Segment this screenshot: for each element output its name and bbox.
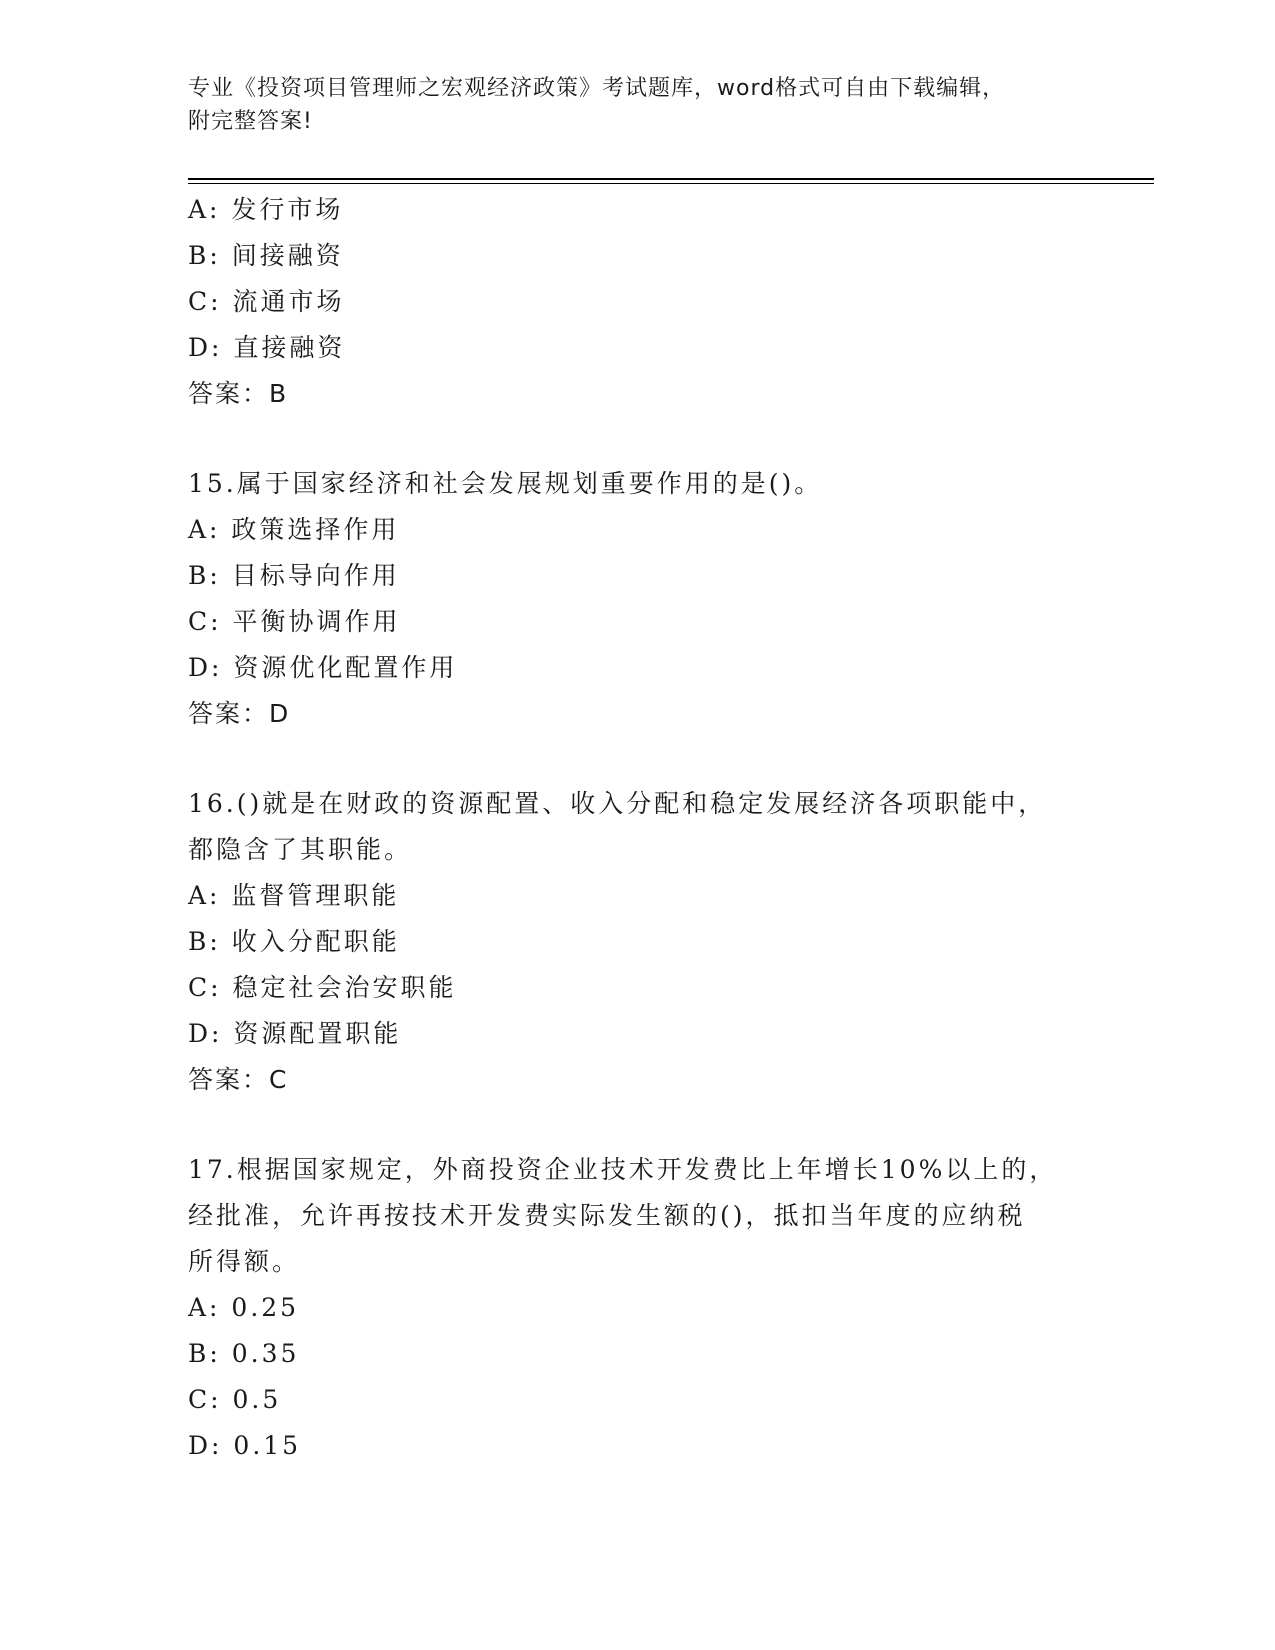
option-b: B: 收入分配职能 [188, 927, 400, 956]
option-d: D: 0.15 [188, 1431, 302, 1460]
option-d: D: 直接融资 [188, 333, 346, 362]
option-c: C: 0.5 [188, 1385, 282, 1414]
option-c: C: 流通市场 [188, 287, 345, 316]
question-15 [188, 461, 1088, 737]
question-16 [188, 781, 1088, 1103]
question-17 [188, 1147, 1088, 1469]
option-b: B: 目标导向作用 [188, 561, 400, 590]
question-text-line: 都隐含了其职能。 [188, 835, 413, 864]
option-c: C: 平衡协调作用 [188, 607, 401, 636]
question-text-line: 所得额。 [188, 1247, 301, 1276]
question-text-line: 15.属于国家经济和社会发展规划重要作用的是()。 [188, 469, 823, 498]
question-text-line: 经批准，允许再按技术开发费实际发生额的()，抵扣当年度的应纳税 [188, 1201, 1026, 1230]
document-header [188, 72, 1068, 138]
header-line-1: 专业《投资项目管理师之宏观经济政策》考试题库，word格式可自由下载编辑， [188, 76, 1006, 101]
option-a: A: 政策选择作用 [188, 515, 400, 544]
answer-line: 答案：B [188, 379, 289, 408]
header-rule-thin [188, 183, 1154, 184]
question-text [188, 461, 1088, 507]
answer-line: 答案：C [188, 1065, 289, 1094]
question-list [188, 187, 1088, 1469]
question-text [188, 781, 1088, 873]
option-d: D: 资源优化配置作用 [188, 653, 458, 682]
option-b: B: 0.35 [188, 1339, 300, 1368]
header-line-2: 附完整答案! [188, 109, 313, 134]
option-b: B: 间接融资 [188, 241, 344, 270]
question-text-line: 16.()就是在财政的资源配置、收入分配和稳定发展经济各项职能中， [188, 789, 1047, 818]
header-rule-thick [188, 178, 1154, 180]
question-14 [188, 187, 1088, 417]
option-a: A: 发行市场 [188, 195, 344, 224]
question-text [188, 1147, 1088, 1285]
question-text-line: 17.根据国家规定，外商投资企业技术开发费比上年增长10%以上的， [188, 1155, 1058, 1184]
answer-line: 答案：D [188, 699, 291, 728]
option-a: A: 0.25 [188, 1293, 300, 1322]
option-c: C: 稳定社会治安职能 [188, 973, 457, 1002]
option-d: D: 资源配置职能 [188, 1019, 402, 1048]
option-a: A: 监督管理职能 [188, 881, 400, 910]
